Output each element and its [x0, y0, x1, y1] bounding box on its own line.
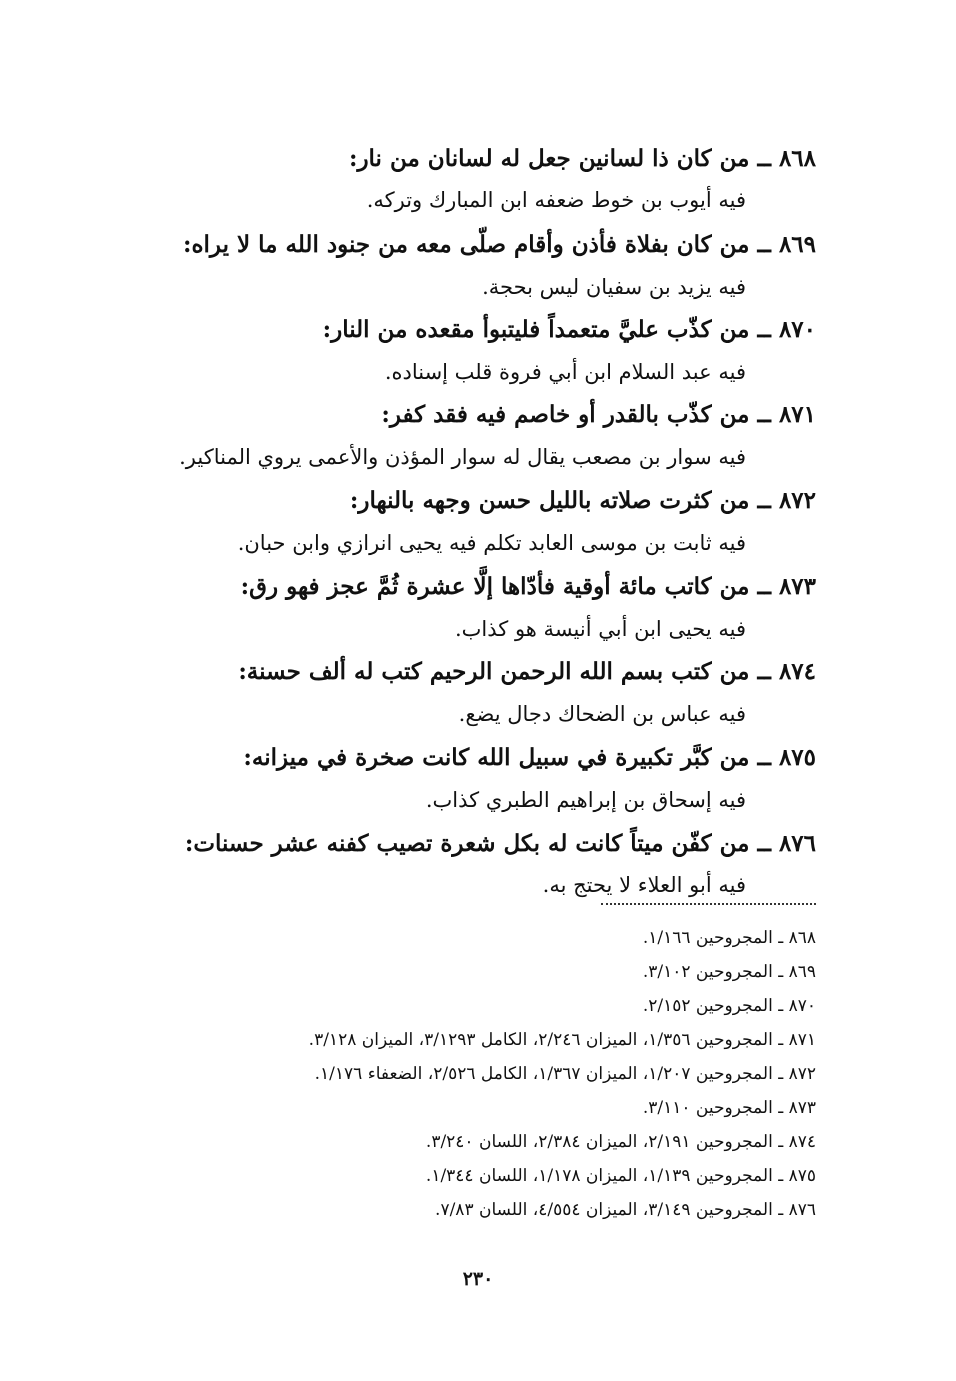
hadith-876: ٨٧٦ ــ من كفّن ميتاً كانت له بكل شعرة تصيب كفنه عشر حسنات:: [184, 830, 816, 857]
reference-868: ٨٦٨ ـ المجروحين ١/١٦٦.: [642, 928, 816, 948]
reference-869: ٨٦٩ ـ المجروحين ٣/١٠٢.: [642, 962, 816, 982]
hadith-875: ٨٧٥ ــ من كبَّر تكبيرة في سبيل الله كانت صخرة في ميزانه:: [243, 744, 816, 771]
hadith-871: ٨٧١ ــ من كذّب بالقدر أو خاصم فيه فقد كفر:: [381, 401, 816, 428]
reference-875: ٨٧٥ ـ المجروحين ١/١٣٩، الميزان ١/١٧٨، اللسان ١/٣٤٤.: [425, 1166, 816, 1186]
comment-871: فيه سوار بن مصعب يقال له سوار المؤذن والأعمى يروي المناكير.: [179, 445, 746, 469]
comment-873: فيه يحيى ابن أبي أنيسة هو كذاب.: [454, 617, 746, 641]
page-number: ٢٣٠: [462, 1268, 494, 1290]
hadith-870: ٨٧٠ ــ من كذّب عليَّ متعمداً فليتبوأ مقعده من النار:: [322, 316, 816, 343]
comment-868: فيه أيوب بن خوط ضعفه ابن المبارك وتركه.: [366, 188, 746, 212]
reference-874: ٨٧٤ ـ المجروحين ٢/١٩١، الميزان ٢/٣٨٤، اللسان ٣/٢٤٠.: [425, 1132, 816, 1152]
hadith-873: ٨٧٣ ــ من كاتب مائة أوقية فأدّاها إلَّا عشرة ثُمَّ عجز فهو رق:: [240, 573, 816, 600]
hadith-874: ٨٧٤ ــ من كتب بسم الله الرحمن الرحيم كتب له ألف حسنة:: [238, 658, 816, 685]
comment-870: فيه عبد السلام ابن أبي فروة قلب إسناده.: [384, 360, 746, 384]
comment-869: فيه يزيد بن سفيان ليس بحجة.: [482, 275, 746, 299]
hadith-868: ٨٦٨ ــ من كان ذا لسانين جعل له لسانان من نار:: [348, 145, 816, 172]
reference-873: ٨٧٣ ـ المجروحين ٣/١١٠.: [642, 1098, 816, 1118]
comment-875: فيه إسحاق بن إبراهيم الطبري كذاب.: [425, 788, 746, 812]
comment-872: فيه ثابت بن موسى العابد تكلم فيه يحيى انرازي وابن حبان.: [237, 531, 746, 555]
reference-876: ٨٧٦ ـ المجروحين ٣/١٤٩، الميزان ٤/٥٥٤، اللسان ٧/٨٣.: [435, 1200, 816, 1220]
comment-876: فيه أبو العلاء لا يحتج به.: [542, 873, 746, 897]
reference-870: ٨٧٠ ـ المجروحين ٢/١٥٢.: [642, 996, 816, 1016]
footnote-separator: [601, 903, 816, 909]
reference-872: ٨٧٢ ـ المجروحين ١/٢٠٧، الميزان ١/٣٦٧، الكامل ٢/٥٢٦، الضعفاء ١/١٧٦.: [314, 1064, 816, 1084]
hadith-872: ٨٧٢ ــ من كثرت صلاته بالليل حسن وجهه بالنهار:: [349, 487, 816, 514]
comment-874: فيه عباس بن الضحاك دجال يضع.: [458, 702, 746, 726]
reference-871: ٨٧١ ـ المجروحين ١/٣٥٦، الميزان ٢/٢٤٦، الكامل ٣/١٢٩٣، الميزان ٣/١٢٨.: [308, 1030, 816, 1050]
hadith-869: ٨٦٩ ــ من كان بفلاة فأذن وأقام صلّى معه من جنود الله ما لا يراه:: [183, 231, 816, 258]
